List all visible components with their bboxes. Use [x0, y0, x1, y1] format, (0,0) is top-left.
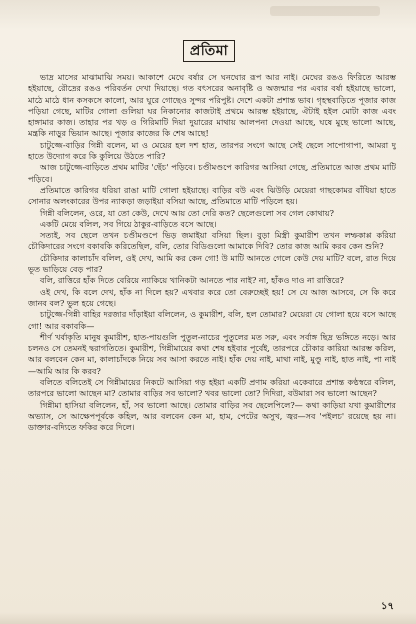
- paragraph: চাটুজ্জে-বাড়ির গিন্নী বলেন, মা ও মেয়ের হল দশ হাত, তারপর সংগে আছে সেই ছেলে সাপোগাপা, আমরা দু হাতে উদ্যোগ করে কি কুলিয়ে উঠতে পারি?: [28, 139, 396, 162]
- page-number: ১৭: [381, 601, 394, 612]
- page-title: প্রতিমা: [183, 40, 235, 62]
- paragraph: চাটুজ্জে-গিন্নী বাহির দরজার দাঁড়াইয়া বলিলেন, ও কুমারীশ, বলি, হল তোমার? মেয়েরা যে গোলা হয়ে বসে আছে গো! আর বকাবকি—: [28, 309, 396, 331]
- paragraph: প্রতিমাতে কারিগর ধরিয়া রাঙা মাটি গোলা হইয়াছে। বাড়ির বউ এবং ঝিউড়ি মেয়েরা গাছকোমর বাঁধিয়া হাতে সোনার অলংকারের উপর ন্যাকড়া জড়াইয়া বসিয়া আছে, প্রতিমাতে মাটি পড়িলে হয়।: [28, 184, 396, 207]
- paragraph: চৌকিদার কালাচাঁদ বলিল, ওই দেখ, আমি কর কেন গো! উ মাটি আনতে গেলে কেউ দেয় মাটি? বলে, রাত দিয়ে ভূত ভাড়িয়ে বেড় পার?: [28, 252, 396, 275]
- paragraph: বলিতে বলিতেই সে গিন্নীমায়ের নিকটে আসিয়া গড় হইয়া একটি প্রণাম করিয়া একেবারে প্রশান্ত কণ্ঠস্বরে বলিল, তারপরে ভালো আছেন মা? তোমার বাড়ির সব ভালো? খবর ভালো তো? দিদিরা, বউমারা সব ভালো আছেন?: [28, 377, 396, 399]
- paragraph: ভাদ্র মাসের মাঝামাঝি সময়। আকাশে মেঘে বর্ষার সে ঘনঘোর রূপ আর নাই। মেঘের রঙও ফিরিতে আরম্ভ হইয়াছে, রৌদ্রের রঙও পরিবর্তন দেখা দিয়াছে। গত বৎসরের অনাবৃষ্টি ও অজন্মার পর এবার বর্ষা হইয়াছে ভালো, মাঠে মাঠে ধান কসকসে কালো, আর ঘুরে গোছেও সুন্দর পরিপুষ্ট। দেশে একটা প্রশান্ত ভাব। গৃহস্থবাড়িতে পূজার কাজ পড়িয়া গেছে, মাটির গোলা গুলিয়া ঘর নিকানোর কাজটাই প্রথমে আরম্ভ হইয়াছে, ঐটাই হইল মোটা কাজ এবং হাঙ্গামার কাজ। তাহার পর খড় ও গিরিমাটি দিয়া দুয়ারের মাথায় আলপনা দেওয়া আছে, ঘষে মুছে ভালো আছে, মন্ত্রকি নাড়ুর ভিয়ান আছে। পূজার কাজের কি শেষ আছে!: [28, 72, 396, 139]
- paragraph: সত্যই, সব ছেলে তখন চণ্ডীমণ্ডপে ভিড় জমাইয়া বসিয়া ছিল। বুড়া মিস্ত্রী কুমারীশ তখন লম্ফকাপ্প করিয়া চৌকিদারের সংগে বকাবকি করিতেছিল, বলি, তোর বিডিগুলো আমাকে দিবি? তোর কাজ আমি করব কেন শুনি?: [28, 230, 396, 252]
- paragraph: গিন্নী বলিলেন, ওরে, যা তো কেউ, দেখে আয় তো দেরি কত? ছেলেগুলো সব গেল কোথায়?: [40, 207, 335, 218]
- body-text: [28, 72, 396, 592]
- paragraph: আজ চাটুজ্জে-বাড়িতে প্রথম মাটির 'ছেঁচ' পড়িবে। চণ্ডীমণ্ডপে কারিগর আসিয়া গেছে, প্রতিমাতে আজ প্রথম মাটি পড়িবে।: [28, 162, 396, 184]
- paragraph: একটি মেয়ে বলিল, সব গিয়ে ঠাকুর-বাড়িতে বসে আছে।: [40, 218, 217, 229]
- bleed-through-header: [270, 6, 380, 16]
- paragraph: বলি, রাত্তিরে হাঁক দিতে বেরিয়ে ন্যাকিয়ে খানিকটা আনতে পার নাই? না, হাঁক‍ও দাও না রাত্তিরে?: [40, 275, 344, 286]
- page-bottom-shadow: [0, 612, 416, 624]
- paragraph: শীর্ণ খর্বাকৃতি মানুষ কুমারীশ, হাত-পায়গুলি পুতুল-নাচের পুতুলের মত সরু, এবং সর্বাঙ্গ ছিদ্র ভঙ্গিতে নড়ে। আর চলনও সে তেমনই দ্বরাগতিতে। কুমারীশ, গিন্নীমায়ের কথা শেষ হইবার পূর্বেই, তারপরে চৌকার কারিয়া আরম্ভ করিল, আর বলবেন কেন মা, কালাচাঁদকে নিয়ে সব আসা করতে নাই। হাঁক দেয় নাই, মাথা নাই, মুণ্ডু নাই, হাত নাই, পা নাই—আমি আর কি করব?: [28, 331, 396, 376]
- paragraph: ওই দেখ, কি বলে দেখ, হাঁক না দিলে হয়? এখবার করে তো বেরুচ্ছেই হয়! সে যে আজ আসবে, সে কি করে জানব বল? ভুল হয়ে গেছে।: [28, 286, 396, 308]
- paragraph: গিন্নীমা হাসিয়া বলিলেন, হাঁ, সব ভালো আছে। তোমার বাড়ির সব ছেলেপিলে?— কথা কাড়িয়া যখা কুমারীশের অভ্যাস, সে আক্ষেপপূর্বকে কহিল, আর বলবেন কেন মা, হাম, পেটের অসুখ, জ্বর—সব 'পইলচ' রয়েছে হয় না। ডাক্তার-বদ্যিতে ফকির করে দিলে।: [28, 399, 396, 433]
